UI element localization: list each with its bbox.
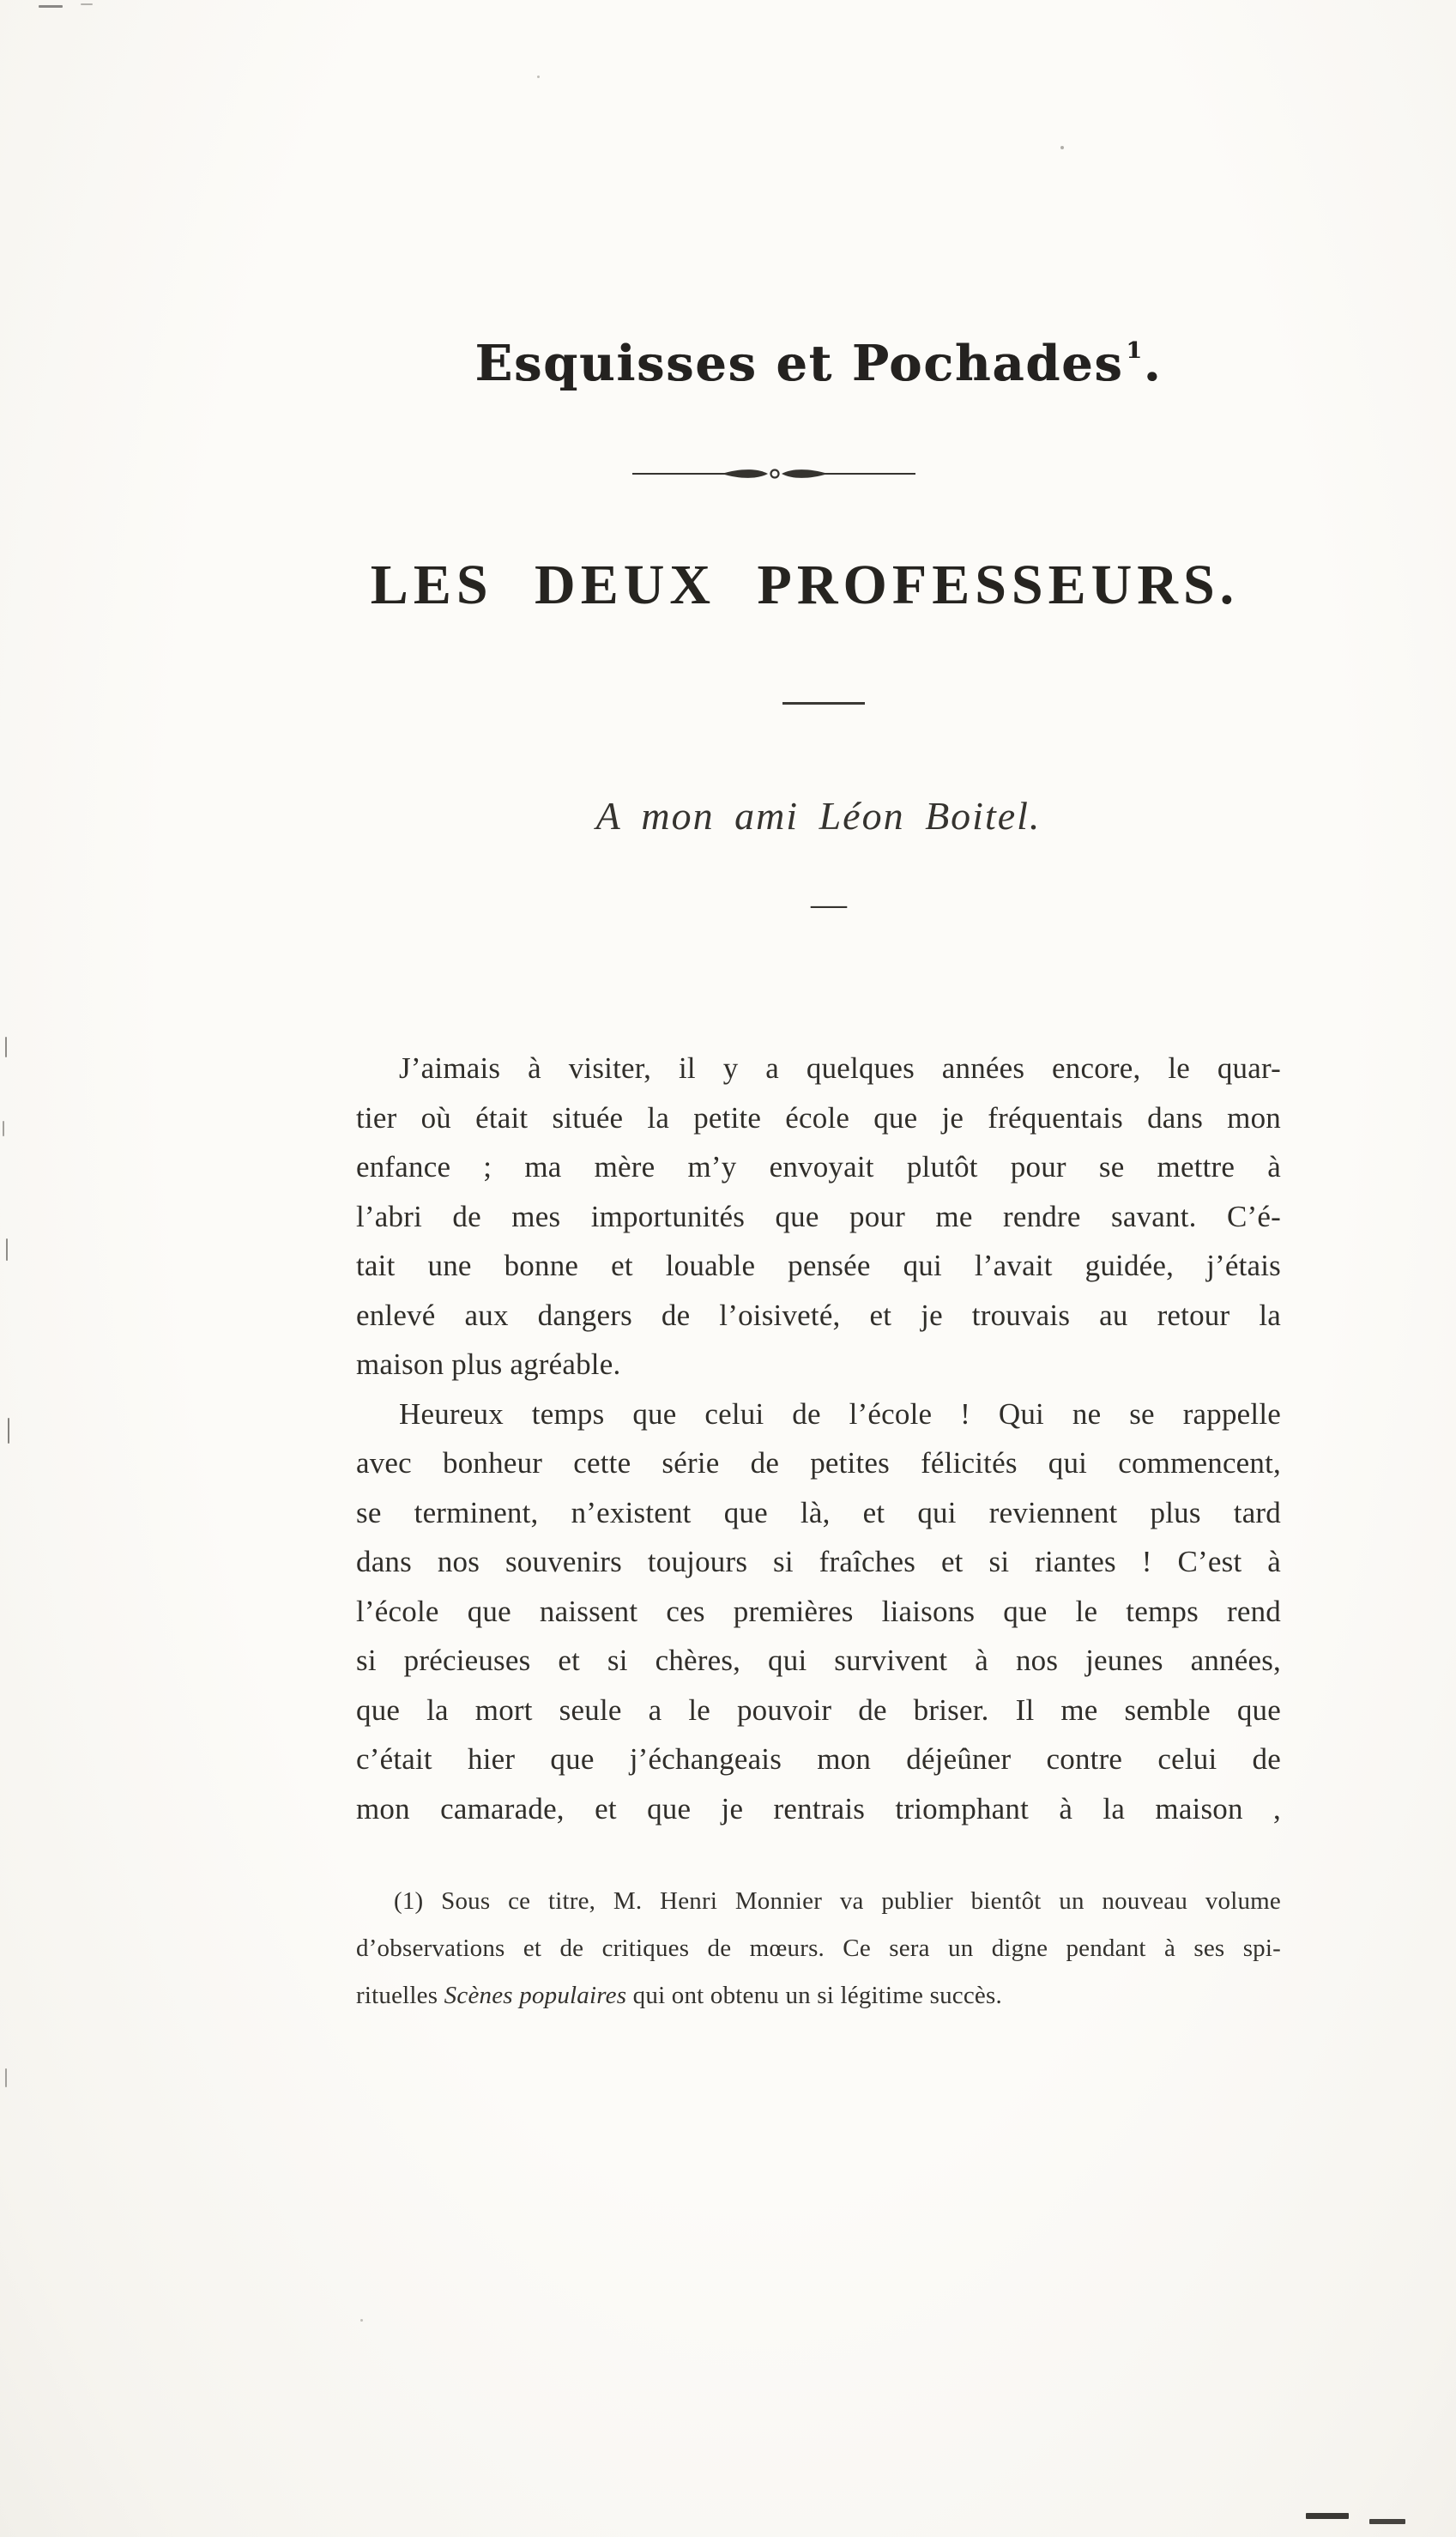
text-line: mon camarade, et que je rentrais triomphant à la maison , xyxy=(356,1791,1281,1826)
series-title xyxy=(356,335,1281,392)
footnote-line-3-pre: rituelles xyxy=(356,1982,444,2009)
text-line: tier où était située la petite école que je fréquentais dans mon xyxy=(356,1100,1281,1135)
text-line: c’était hier que j’échangeais mon déjeûner contre celui de xyxy=(356,1742,1281,1776)
text-line: avec bonheur cette série de petites félicités qui commencent, xyxy=(356,1446,1281,1480)
page-content xyxy=(356,0,1281,2537)
text-line: J’aimais à visiter, il y a quelques années encore, le quar- xyxy=(399,1051,1281,1085)
separator-dash: — xyxy=(811,885,847,924)
scan-artifact xyxy=(6,1238,8,1261)
paragraph-1 xyxy=(356,1044,1281,1390)
text-line: si précieuses et si chères, qui survivent à nos jeunes années, xyxy=(356,1644,1281,1677)
text-line: l’école que naissent ces premières liaisons que le temps rend xyxy=(356,1594,1281,1628)
text-line: Heureux temps que celui de l’école ! Qui ne se rappelle xyxy=(399,1396,1281,1431)
dedication: A mon ami Léon Boitel. xyxy=(595,794,1042,838)
footnote-italic-title: Scènes populaires xyxy=(444,1982,627,2009)
text-line: enlevé aux dangers de l’oisiveté, et je trouvais au retour la xyxy=(356,1298,1281,1332)
series-title-period: . xyxy=(1143,335,1163,392)
footnote-line-2: d’observations et de critiques de mœurs. Ce sera un digne pendant à ses spi- xyxy=(356,1935,1281,1962)
scan-artifact xyxy=(5,1037,7,1057)
paragraph-2 xyxy=(356,1390,1281,1834)
chapter-title: LES DEUX PROFESSEURS. xyxy=(370,554,1240,616)
text-line: maison plus agréable. xyxy=(356,1347,621,1381)
text-line: que la mort seule a le pouvoir de briser. Il me semble que xyxy=(356,1692,1281,1727)
text-line: dans nos souvenirs toujours si fraîches et si riantes ! C’est à xyxy=(356,1545,1281,1578)
scan-artifact xyxy=(1369,2519,1405,2524)
footnote-reference: 1 xyxy=(1126,338,1144,364)
footnote-line-3 xyxy=(356,1972,1281,2019)
text-line: se terminent, n’existent que là, et qui reviennent plus tard xyxy=(356,1495,1281,1529)
scan-artifact xyxy=(5,2068,7,2087)
footnote xyxy=(356,1878,1281,2019)
ornamental-divider xyxy=(311,465,1236,482)
series-title-text: Esquisses et Pochades xyxy=(474,335,1124,392)
title-rule xyxy=(782,702,865,705)
text-line: l’abri de mes importunités que pour me rendre savant. C’é- xyxy=(356,1199,1281,1233)
scan-artifact xyxy=(1306,2513,1349,2519)
footnote-line-3-post: qui ont obtenu un si légitime succès. xyxy=(626,1982,1002,2009)
body-text xyxy=(356,1044,1281,1833)
scan-artifact xyxy=(8,1418,9,1444)
swelled-rule-icon xyxy=(632,465,915,482)
scan-artifact xyxy=(39,5,63,8)
text-line: enfance ; ma mère m’y envoyait plutôt pour se mettre à xyxy=(356,1150,1281,1184)
scan-artifact xyxy=(3,1121,4,1136)
scan-artifact xyxy=(81,3,93,5)
footnote-line-1: (1) Sous ce titre, M. Henri Monnier va publier bientôt un nouveau volume xyxy=(394,1887,1281,1915)
text-line: tait une bonne et louable pensée qui l’avait guidée, j’étais xyxy=(356,1249,1281,1282)
